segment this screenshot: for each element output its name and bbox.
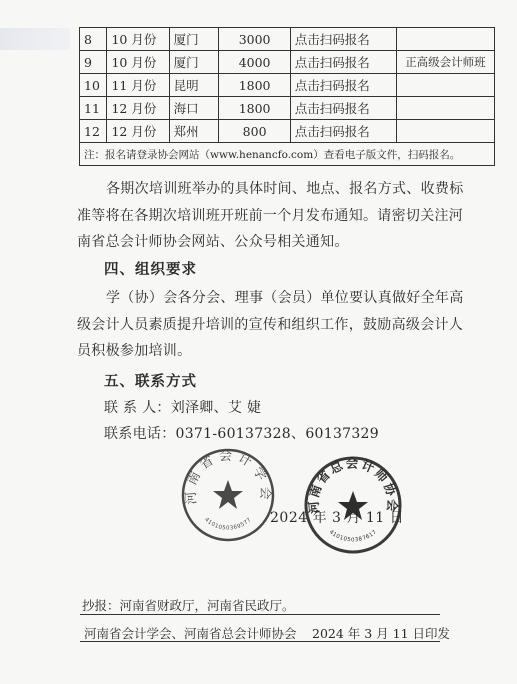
row-level	[396, 120, 494, 143]
row-city: 厦门	[169, 51, 219, 74]
table-row	[80, 120, 495, 143]
register-link[interactable]: 点击扫码报名	[290, 97, 396, 120]
row-level	[396, 74, 494, 97]
table-row	[80, 74, 495, 97]
row-city: 海口	[169, 97, 219, 120]
register-link[interactable]: 点击扫码报名	[290, 74, 396, 97]
signing-date: 2024 年 3 月 11 日	[270, 510, 405, 526]
row-month: 11 月份	[107, 74, 169, 97]
contact-persons: 联 系 人：刘泽卿、艾 婕	[104, 400, 262, 416]
schedule-notice-paragraph: 各期次培训班举办的具体时间、地点、报名方式、收费标准等将在各期次培训班开班前一个月发布通知。请密切关注河南省总会计师协会网站、公众号相关通知。	[77, 181, 464, 250]
table-row	[80, 97, 495, 120]
svg-text:4101050369577	[203, 517, 253, 532]
register-link[interactable]: 点击扫码报名	[290, 120, 396, 143]
row-fee: 3000	[219, 28, 290, 51]
issuer-line: 河南省会计学会、河南省总会计师协会	[84, 626, 297, 641]
table-note-row	[80, 143, 495, 166]
cc-line: 抄报：河南省财政厅，河南省民政厅。	[82, 598, 295, 613]
table-row	[80, 28, 495, 51]
scan-shade	[0, 28, 70, 50]
divider	[80, 614, 440, 615]
row-level	[396, 97, 494, 120]
training-schedule-table	[79, 27, 495, 166]
section-4-paragraph: 学（协）会各分会、理事（会员）单位要认真做好全年高级会计人员素质提升培训的宣传和组织工作，鼓励高级会计人员积极参加培训。	[77, 290, 464, 359]
row-month: 12 月份	[107, 97, 169, 120]
seal-left-text: 河南省会计学会	[183, 448, 273, 506]
right-official-seal	[303, 455, 403, 555]
register-link[interactable]: 点击扫码报名	[290, 28, 396, 51]
row-fee: 1800	[219, 74, 290, 97]
row-city: 厦门	[169, 28, 219, 51]
section-5-heading: 五、联系方式	[104, 373, 197, 390]
seal-right-text: 河南省总会计师协会	[305, 455, 401, 515]
row-city: 郑州	[169, 120, 219, 143]
row-month: 10 月份	[107, 51, 169, 74]
left-official-seal	[180, 447, 276, 543]
row-fee: 800	[219, 120, 290, 143]
row-level	[396, 28, 494, 51]
row-number: 11	[80, 97, 107, 120]
table-row	[80, 51, 495, 74]
table-note: 注：报名请登录协会网站（www.henancfo.com）查看电子版文件，扫码报名。	[80, 143, 495, 166]
row-level: 正高级会计师班	[396, 51, 494, 74]
row-number: 10	[80, 74, 107, 97]
row-number: 8	[80, 28, 107, 51]
row-number: 9	[80, 51, 107, 74]
row-fee: 4000	[219, 51, 290, 74]
seal-right-code: 4101050387617	[327, 529, 379, 544]
register-link[interactable]: 点击扫码报名	[290, 51, 396, 74]
row-fee: 1800	[219, 97, 290, 120]
svg-text:4101050387617	[328, 529, 378, 543]
divider	[80, 641, 440, 642]
contact-phone: 联系电话：0371-60137328、60137329	[104, 426, 379, 442]
row-month: 10 月份	[107, 28, 169, 51]
row-month: 12 月份	[107, 120, 169, 143]
issue-date: 2024 年 3 月 11 日印发	[312, 626, 451, 641]
section-4-heading: 四、组织要求	[104, 261, 197, 278]
seal-left-code: 4101050369577	[203, 516, 253, 532]
row-city: 昆明	[169, 74, 219, 97]
row-number: 12	[80, 120, 107, 143]
